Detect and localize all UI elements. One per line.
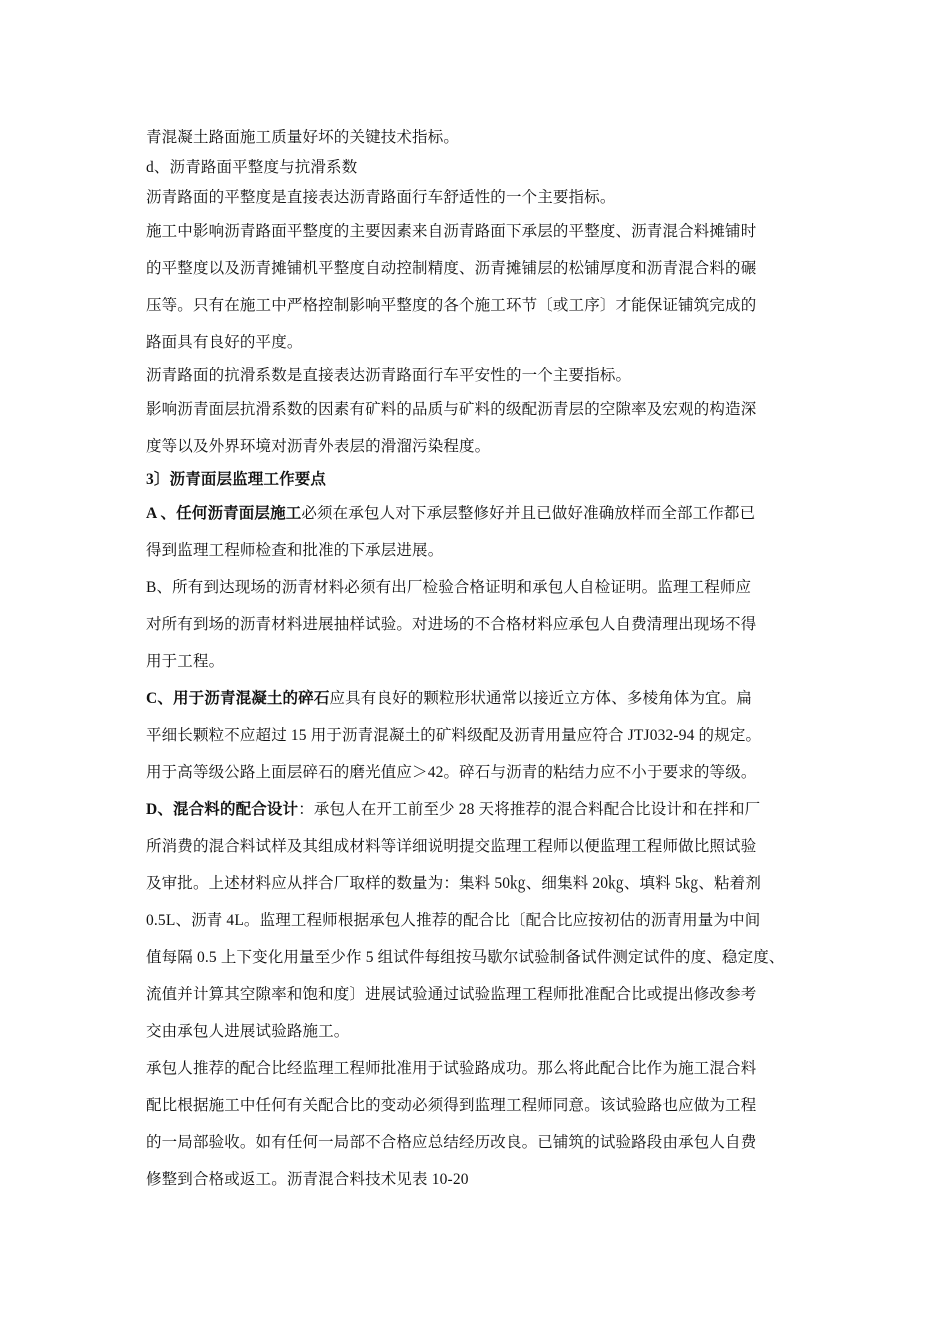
subheading-d xyxy=(146,153,818,183)
text-line: 交由承包人进展试验路施工。 xyxy=(146,1023,350,1040)
paragraph-1 xyxy=(146,123,818,153)
text-line: 沥青路面的抗滑系数是直接表达沥青路面行车平安性的一个主要指标。 xyxy=(146,367,632,384)
text-line: 度等以及外界环境对沥青外表层的滑溜污染程度。 xyxy=(146,438,491,455)
text-run: 应具有良好的颗粒形状通常以接近立方体、多棱角体为宜。扁 xyxy=(329,690,753,707)
text-line: 的一局部验收。如有任何一局部不合格应总结经历改良。已铺筑的试验路段由承包人自费 xyxy=(146,1134,757,1151)
text-line: 配比根据施工中任何有关配合比的变动必须得到监理工程师同意。该试验路也应做为工程 xyxy=(146,1097,757,1114)
text-line xyxy=(146,680,818,717)
paragraph-6 xyxy=(146,391,818,465)
text-line: 路面具有良好的平度。 xyxy=(146,334,303,351)
paragraph-d xyxy=(146,791,818,1050)
section-heading xyxy=(146,465,818,495)
text-line: 影响沥青面层抗滑系数的因素有矿料的品质与矿料的级配沥青层的空隙率及宏观的构造深 xyxy=(146,401,757,418)
text-line: 用于高等级公路上面层碎石的磨光值应＞42。碎石与沥青的粘结力应不小于要求的等级。 xyxy=(146,764,757,781)
text-line xyxy=(146,791,818,828)
text-line: 流值并计算其空隙率和饱和度〕进展试验通过试验监理工程师批准配合比或提出修改参考 xyxy=(146,986,757,1003)
text-line: 及审批。上述材料应从拌合厂取样的数量为：集料 50㎏、细集料 20㎏、填料 5㎏、粘着剂 xyxy=(146,875,761,892)
paragraph-final xyxy=(146,1050,818,1198)
text-line: 得到监理工程师检查和批准的下承层进展。 xyxy=(146,542,444,559)
text-line: 承包人推荐的配合比经监理工程师批准用于试验路成功。那么将此配合比作为施工混合料 xyxy=(146,1060,757,1077)
paragraph-b xyxy=(146,569,818,680)
paragraph-a xyxy=(146,495,818,569)
text-line: 3〕沥青面层监理工作要点 xyxy=(146,471,327,488)
paragraph-4 xyxy=(146,213,818,361)
paragraph-c xyxy=(146,680,818,791)
text-line: 平细长颗粒不应超过 15 用于沥青混凝土的矿料级配及沥青用量应符合 JTJ032-94 的规定。 xyxy=(146,727,762,744)
text-run: 必须在承包人对下承层整修好并且已做好准确放样而全部工作都已 xyxy=(301,505,756,522)
text-line: 0.5L、沥青 4L。监理工程师根据承包人推荐的配合比〔配合比应按初估的沥青用量为中间 xyxy=(146,912,761,929)
text-line: 的平整度以及沥青摊铺机平整度自动控制精度、沥青摊铺层的松铺厚度和沥青混合料的碾 xyxy=(146,260,757,277)
text-line: 值每隔 0.5 上下变化用量至少作 5 组试件每组按马歇尔试验制备试件测定试件的度、稳定度、 xyxy=(146,949,785,966)
text-line: B、所有到达现场的沥青材料必须有出厂检验合格证明和承包人自检证明。监理工程师应 xyxy=(146,579,752,596)
text-line: d、沥青路面平整度与抗滑系数 xyxy=(146,159,358,176)
lead-bold-text: A 、任何沥青面层施工 xyxy=(146,505,302,522)
text-line: 沥青路面的平整度是直接表达沥青路面行车舒适性的一个主要指标。 xyxy=(146,189,616,206)
paragraph-5 xyxy=(146,361,818,391)
text-line: 修整到合格或返工。沥青混合料技术见表 10-20 xyxy=(146,1171,469,1188)
lead-bold-text: D、混合料的配合设计 xyxy=(146,801,299,818)
text-line: 对所有到场的沥青材料进展抽样试验。对进场的不合格材料应承包人自费清理出现场不得 xyxy=(146,616,757,633)
text-line: 压等。只有在施工中严格控制影响平整度的各个施工环节〔或工序〕才能保证铺筑完成的 xyxy=(146,297,757,314)
text-line: 用于工程。 xyxy=(146,653,225,670)
text-run: ：承包人在开工前至少 28 天将推荐的混合料配合比设计和在拌和厂 xyxy=(298,801,761,818)
text-line: 所消费的混合料试样及其组成材料等详细说明提交监理工程师以便监理工程师做比照试验 xyxy=(146,838,757,855)
text-line xyxy=(146,495,818,532)
document-body xyxy=(146,123,818,1198)
paragraph-3 xyxy=(146,183,818,213)
text-line: 施工中影响沥青路面平整度的主要因素来自沥青路面下承层的平整度、沥青混合料摊铺时 xyxy=(146,223,757,240)
text-line: 青混凝土路面施工质量好坏的关键技术指标。 xyxy=(146,129,460,146)
lead-bold-text: C、用于沥青混凝土的碎石 xyxy=(146,690,330,707)
